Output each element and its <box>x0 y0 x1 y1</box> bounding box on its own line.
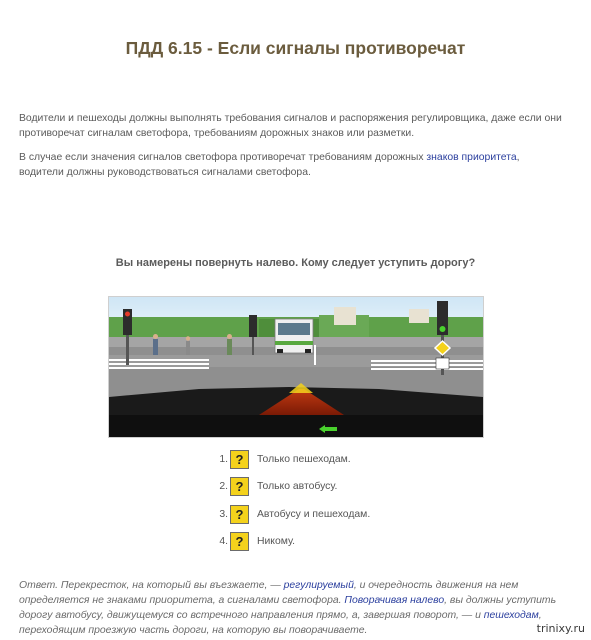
answer-text-c: , вы должны уступить дорогу автобусу, движущемуся со встречного направления прямо, а, завершая поворот, — и <box>19 595 557 621</box>
question-mark-icon[interactable]: ? <box>230 532 249 551</box>
answer-text-a: Ответ. Перекресток, на который вы въезжаете, — <box>19 580 284 591</box>
regulated-intersection-link[interactable]: регулируемый <box>283 580 354 591</box>
answer-text-b: , и очередность движения на нем определяется не знаками приоритета, а сигналами светофора. <box>19 580 519 606</box>
rule-paragraph-1: Водители и пешеходы должны выполнять требования сигналов и распоряжения регулировщика, даже если они противоречат сигналам светофора, требованиям дорожных знаков или разметки. <box>19 113 562 139</box>
pedestrians-link[interactable]: пешеходам <box>483 610 539 621</box>
answer-option-3[interactable] <box>210 504 370 524</box>
option-text: Только пешеходам. <box>257 453 351 465</box>
option-number: 3. <box>219 508 228 520</box>
intersection-scene-image <box>108 296 484 438</box>
answer-option-2[interactable] <box>210 477 370 497</box>
rule-paragraph-2-text-b: , водители должны руководствоваться сигналами светофора. <box>19 152 520 178</box>
page-title: ПДД 6.15 - Если сигналы противоречат <box>125 38 466 58</box>
question-mark-icon[interactable]: ? <box>230 450 249 469</box>
answer-explanation <box>19 578 571 638</box>
quiz-question: Вы намерены повернуть налево. Кому следует уступить дорогу? <box>115 257 476 269</box>
site-watermark: trinixy.ru <box>536 622 585 635</box>
question-mark-icon[interactable]: ? <box>230 477 249 496</box>
answer-option-1[interactable] <box>210 449 370 469</box>
question-mark-icon[interactable]: ? <box>230 505 249 524</box>
option-text: Только автобусу. <box>257 481 338 492</box>
answer-text-d: , переходящим проезжую часть дороги, на которую вы поворачиваете. <box>19 610 542 636</box>
option-text: Автобусу и пешеходам. <box>257 508 371 520</box>
option-number: 4. <box>219 536 228 547</box>
rule-paragraph-2 <box>19 150 567 180</box>
option-number: 1. <box>219 453 228 465</box>
answer-option-4[interactable] <box>210 532 370 552</box>
priority-signs-link[interactable]: знаков приоритета <box>426 152 517 163</box>
rule-paragraph-2-text-a: В случае если значения сигналов светофора противоречат требованиям дорожных <box>19 152 427 163</box>
option-number: 2. <box>219 481 228 492</box>
option-text: Никому. <box>257 536 296 547</box>
turning-left-link[interactable]: Поворачивая налево <box>344 595 445 606</box>
answer-options-list <box>210 449 370 559</box>
